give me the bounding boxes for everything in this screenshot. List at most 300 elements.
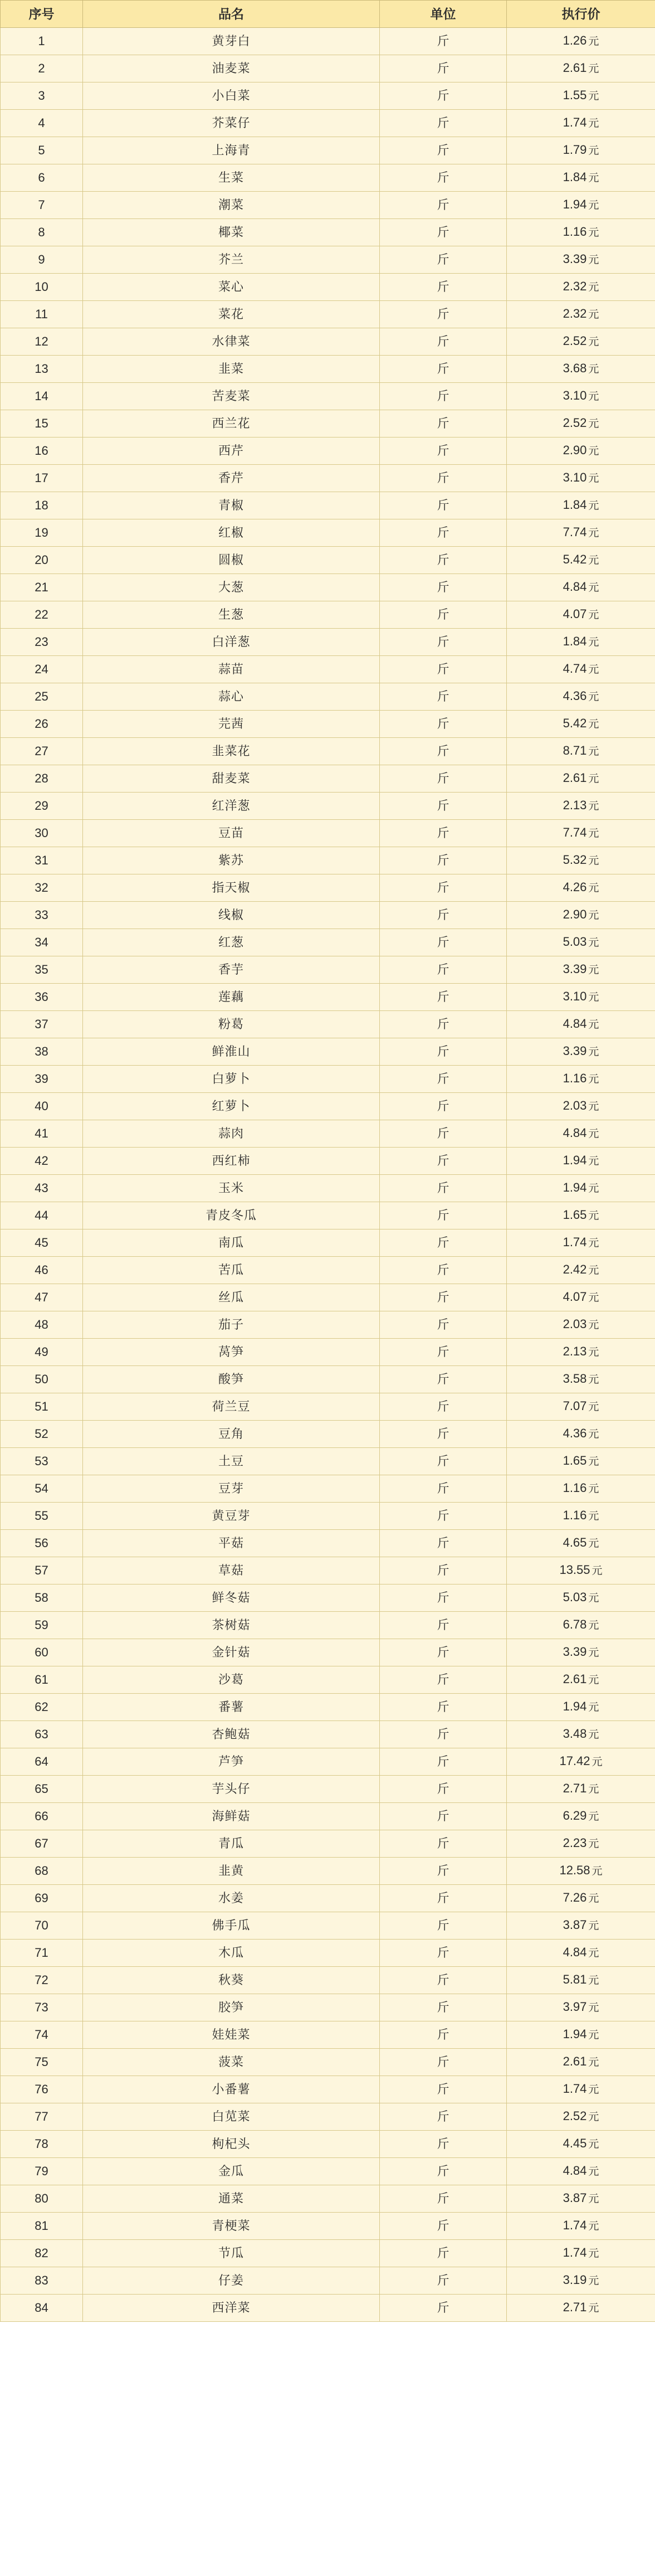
cell-product-name: 沙葛 [83,1666,380,1694]
price-amount: 1.94 [563,1180,587,1194]
price-amount: 2.90 [563,907,587,921]
price-currency: 元 [588,145,599,157]
price-amount: 12.58 [559,1863,590,1877]
cell-price [507,2076,655,2103]
cell-unit: 斤 [380,1748,507,1776]
price-currency: 元 [592,1565,603,1577]
cell-index: 81 [1,2213,83,2240]
cell-index: 67 [1,1830,83,1858]
table-row [1,1585,655,1612]
table-body [1,28,655,2322]
price-currency: 元 [588,555,599,566]
cell-product-name: 红椒 [83,519,380,547]
table-row [1,847,655,874]
price-currency: 元 [588,200,599,211]
cell-index: 82 [1,2240,83,2267]
cell-index: 58 [1,1585,83,1612]
cell-index: 40 [1,1093,83,1120]
cell-unit: 斤 [380,2185,507,2213]
price-currency: 元 [588,172,599,184]
cell-product-name: 金瓜 [83,2158,380,2185]
cell-product-name: 甜麦菜 [83,765,380,793]
cell-price [507,2185,655,2213]
cell-unit: 斤 [380,547,507,574]
price-currency: 元 [588,500,599,512]
table-row [1,2267,655,2295]
table-row [1,601,655,629]
price-currency: 元 [588,828,599,839]
price-amount: 1.79 [563,143,587,157]
cell-product-name: 芥兰 [83,246,380,274]
cell-unit: 斤 [380,301,507,328]
cell-product-name: 水姜 [83,1885,380,1912]
cell-product-name: 杏鲍菇 [83,1721,380,1748]
cell-unit: 斤 [380,1093,507,1120]
cell-price [507,956,655,984]
price-amount: 2.03 [563,1099,587,1112]
cell-product-name: 芥菜仔 [83,110,380,137]
cell-unit: 斤 [380,1257,507,1284]
table-row [1,137,655,164]
cell-price [507,1038,655,1066]
cell-unit: 斤 [380,1885,507,1912]
cell-unit: 斤 [380,1830,507,1858]
cell-index: 18 [1,492,83,519]
cell-price [507,2131,655,2158]
cell-unit: 斤 [380,1967,507,1994]
cell-price [507,1994,655,2021]
cell-unit: 斤 [380,2103,507,2131]
table-row [1,1202,655,1229]
price-amount: 2.61 [563,61,587,75]
cell-product-name: 黄豆芽 [83,1503,380,1530]
price-currency: 元 [588,664,599,675]
cell-product-name: 菜心 [83,274,380,301]
price-currency: 元 [588,1101,599,1112]
price-currency: 元 [588,1265,599,1276]
price-amount: 2.61 [563,771,587,785]
cell-product-name: 土豆 [83,1448,380,1475]
cell-unit: 斤 [380,1393,507,1421]
table-row [1,1175,655,1202]
cell-unit: 斤 [380,410,507,438]
cell-product-name: 黄芽白 [83,28,380,55]
table-row [1,984,655,1011]
cell-price [507,1830,655,1858]
cell-product-name: 椰菜 [83,219,380,246]
cell-unit: 斤 [380,1612,507,1639]
table-row [1,1011,655,1038]
cell-unit: 斤 [380,738,507,765]
cell-index: 51 [1,1393,83,1421]
cell-price [507,1339,655,1366]
cell-product-name: 生葱 [83,601,380,629]
price-currency: 元 [588,1019,599,1031]
table-row [1,1448,655,1475]
cell-product-name: 荷兰豆 [83,1393,380,1421]
cell-unit: 斤 [380,956,507,984]
cell-price [507,738,655,765]
cell-product-name: 西红柿 [83,1148,380,1175]
table-row [1,328,655,356]
price-currency: 元 [588,527,599,539]
cell-price [507,711,655,738]
table-row [1,1885,655,1912]
cell-price [507,574,655,601]
cell-product-name: 香芹 [83,465,380,492]
price-amount: 1.26 [563,33,587,47]
price-amount: 3.10 [563,470,587,484]
cell-unit: 斤 [380,1557,507,1585]
cell-price [507,438,655,465]
price-amount: 4.74 [563,662,587,675]
cell-price [507,1585,655,1612]
cell-index: 30 [1,820,83,847]
cell-product-name: 上海青 [83,137,380,164]
cell-product-name: 红萝卜 [83,1093,380,1120]
cell-index: 53 [1,1448,83,1475]
price-amount: 4.36 [563,689,587,703]
cell-product-name: 玉米 [83,1175,380,1202]
price-amount: 3.87 [563,1918,587,1932]
cell-product-name: 香芋 [83,956,380,984]
table-row [1,1257,655,1284]
cell-index: 10 [1,274,83,301]
cell-unit: 斤 [380,1148,507,1175]
price-amount: 3.97 [563,2000,587,2014]
price-amount: 13.55 [559,1563,590,1577]
cell-price [507,410,655,438]
price-currency: 元 [588,63,599,75]
price-amount: 3.10 [563,388,587,402]
cell-product-name: 白洋葱 [83,629,380,656]
cell-product-name: 茶树菇 [83,1612,380,1639]
price-amount: 3.39 [563,1645,587,1659]
cell-product-name: 油麦菜 [83,55,380,82]
table-row [1,1940,655,1967]
cell-product-name: 草菇 [83,1557,380,1585]
table-row [1,55,655,82]
cell-unit: 斤 [380,465,507,492]
table-row [1,902,655,929]
price-amount: 2.42 [563,1262,587,1276]
cell-product-name: 秋葵 [83,1967,380,1994]
cell-price [507,683,655,711]
price-currency: 元 [588,2138,599,2150]
cell-index: 76 [1,2076,83,2103]
cell-index: 8 [1,219,83,246]
table-row [1,410,655,438]
cell-unit: 斤 [380,246,507,274]
cell-price [507,301,655,328]
price-currency: 元 [588,254,599,266]
price-amount: 4.36 [563,1426,587,1440]
table-row [1,820,655,847]
price-currency: 元 [588,1128,599,1140]
cell-index: 23 [1,629,83,656]
cell-unit: 斤 [380,1311,507,1339]
price-amount: 1.16 [563,1071,587,1085]
table-row [1,1858,655,1885]
price-amount: 1.84 [563,634,587,648]
table-row [1,1803,655,1830]
table-row [1,2021,655,2049]
cell-index: 34 [1,929,83,956]
price-amount: 3.68 [563,361,587,375]
cell-price [507,1202,655,1229]
price-amount: 2.90 [563,443,587,457]
cell-unit: 斤 [380,519,507,547]
cell-product-name: 金针菇 [83,1639,380,1666]
price-amount: 7.07 [563,1399,587,1413]
price-amount: 6.78 [563,1617,587,1631]
cell-index: 75 [1,2049,83,2076]
price-amount: 1.74 [563,2218,587,2232]
cell-product-name: 蒜肉 [83,1120,380,1148]
cell-index: 32 [1,874,83,902]
table-row [1,1311,655,1339]
price-currency: 元 [588,36,599,47]
cell-index: 48 [1,1311,83,1339]
cell-unit: 斤 [380,1858,507,1885]
cell-unit: 斤 [380,1994,507,2021]
price-currency: 元 [588,2302,599,2314]
price-currency: 元 [588,227,599,239]
column-header-unit: 单位 [380,1,507,28]
cell-index: 5 [1,137,83,164]
price-amount: 3.39 [563,962,587,976]
cell-unit: 斤 [380,1666,507,1694]
cell-price [507,1666,655,1694]
cell-price [507,1639,655,1666]
price-currency: 元 [588,1483,599,1495]
cell-price [507,929,655,956]
cell-unit: 斤 [380,1694,507,1721]
cell-index: 59 [1,1612,83,1639]
price-currency: 元 [588,1893,599,1904]
price-currency: 元 [588,691,599,703]
cell-price [507,28,655,55]
price-currency: 元 [588,2193,599,2205]
price-currency: 元 [588,309,599,320]
cell-product-name: 芫茜 [83,711,380,738]
table-row [1,164,655,192]
price-currency: 元 [588,1674,599,1686]
price-currency: 元 [588,1237,599,1249]
cell-unit: 斤 [380,28,507,55]
cell-product-name: 西洋菜 [83,2295,380,2322]
price-amount: 1.94 [563,2027,587,2041]
table-row [1,547,655,574]
cell-price [507,1503,655,1530]
price-amount: 7.74 [563,825,587,839]
cell-index: 27 [1,738,83,765]
price-currency: 元 [588,1428,599,1440]
cell-price [507,1093,655,1120]
table-row [1,1776,655,1803]
cell-price [507,246,655,274]
cell-product-name: 木瓜 [83,1940,380,1967]
cell-unit: 斤 [380,2021,507,2049]
cell-index: 39 [1,1066,83,1093]
cell-price [507,1175,655,1202]
cell-product-name: 佛手瓜 [83,1912,380,1940]
cell-index: 17 [1,465,83,492]
cell-product-name: 酸笋 [83,1366,380,1393]
cell-price [507,874,655,902]
price-amount: 5.32 [563,853,587,867]
price-currency: 元 [588,910,599,921]
price-amount: 3.58 [563,1372,587,1386]
price-amount: 4.07 [563,607,587,621]
cell-product-name: 茄子 [83,1311,380,1339]
price-currency: 元 [588,1292,599,1304]
price-amount: 1.16 [563,225,587,239]
cell-unit: 斤 [380,711,507,738]
cell-index: 84 [1,2295,83,2322]
price-amount: 4.45 [563,2136,587,2150]
table-row [1,711,655,738]
cell-unit: 斤 [380,1066,507,1093]
cell-product-name: 莲藕 [83,984,380,1011]
table-header [1,1,655,28]
price-amount: 1.55 [563,88,587,102]
table-row [1,246,655,274]
cell-unit: 斤 [380,2131,507,2158]
price-amount: 2.52 [563,334,587,348]
price-amount: 1.65 [563,1208,587,1222]
cell-index: 62 [1,1694,83,1721]
cell-unit: 斤 [380,1776,507,1803]
table-row [1,1748,655,1776]
cell-price [507,2049,655,2076]
price-currency: 元 [588,746,599,757]
cell-index: 2 [1,55,83,82]
cell-product-name: 平菇 [83,1530,380,1557]
price-currency: 元 [588,1538,599,1549]
table-row [1,1612,655,1639]
price-currency: 元 [592,1756,603,1768]
cell-index: 11 [1,301,83,328]
cell-unit: 斤 [380,2213,507,2240]
price-amount: 17.42 [559,1754,590,1768]
price-amount: 4.07 [563,1290,587,1304]
table-header-row [1,1,655,28]
cell-unit: 斤 [380,2049,507,2076]
price-currency: 元 [588,1347,599,1358]
price-amount: 2.61 [563,2054,587,2068]
price-amount: 2.32 [563,279,587,293]
cell-index: 15 [1,410,83,438]
cell-product-name: 粉葛 [83,1011,380,1038]
cell-price [507,219,655,246]
cell-product-name: 鲜冬菇 [83,1585,380,1612]
cell-product-name: 蒜心 [83,683,380,711]
cell-price [507,2213,655,2240]
cell-price [507,656,655,683]
cell-index: 70 [1,1912,83,1940]
price-currency: 元 [588,418,599,430]
price-amount: 2.03 [563,1317,587,1331]
price-amount: 2.13 [563,798,587,812]
cell-unit: 斤 [380,164,507,192]
table-row [1,219,655,246]
cell-unit: 斤 [380,1721,507,1748]
cell-product-name: 豆角 [83,1421,380,1448]
cell-product-name: 青皮冬瓜 [83,1202,380,1229]
cell-unit: 斤 [380,1229,507,1257]
cell-price [507,1776,655,1803]
cell-index: 31 [1,847,83,874]
cell-product-name: 大葱 [83,574,380,601]
cell-product-name: 韭菜花 [83,738,380,765]
cell-price [507,1284,655,1311]
cell-product-name: 蒜苗 [83,656,380,683]
price-amount: 3.10 [563,989,587,1003]
price-currency: 元 [588,1838,599,1850]
cell-product-name: 青瓜 [83,1830,380,1858]
price-currency: 元 [588,1702,599,1713]
price-currency: 元 [588,281,599,293]
price-currency: 元 [588,1729,599,1741]
cell-price [507,1148,655,1175]
cell-unit: 斤 [380,328,507,356]
cell-index: 60 [1,1639,83,1666]
table-row [1,1694,655,1721]
table-row [1,1557,655,1585]
cell-unit: 斤 [380,110,507,137]
cell-index: 3 [1,82,83,110]
price-currency: 元 [588,964,599,976]
cell-price [507,765,655,793]
cell-index: 24 [1,656,83,683]
price-currency: 元 [588,445,599,457]
price-amount: 1.84 [563,170,587,184]
table-row [1,738,655,765]
price-amount: 2.71 [563,1781,587,1795]
table-row [1,110,655,137]
cell-unit: 斤 [380,1339,507,1366]
cell-unit: 斤 [380,2158,507,2185]
table-row [1,1284,655,1311]
cell-unit: 斤 [380,847,507,874]
price-amount: 1.94 [563,1699,587,1713]
table-row [1,2185,655,2213]
cell-product-name: 菠菜 [83,2049,380,2076]
cell-product-name: 西兰花 [83,410,380,438]
cell-unit: 斤 [380,2076,507,2103]
table-row [1,793,655,820]
price-amount: 4.84 [563,1945,587,1959]
cell-product-name: 节瓜 [83,2240,380,2267]
cell-unit: 斤 [380,1011,507,1038]
price-amount: 1.94 [563,197,587,211]
cell-unit: 斤 [380,929,507,956]
cell-index: 9 [1,246,83,274]
price-currency: 元 [588,1456,599,1467]
price-currency: 元 [588,855,599,867]
table-row [1,2240,655,2267]
cell-index: 61 [1,1666,83,1694]
cell-index: 19 [1,519,83,547]
cell-price [507,1066,655,1093]
price-amount: 5.03 [563,935,587,949]
cell-index: 22 [1,601,83,629]
table-row [1,28,655,55]
cell-price [507,1694,655,1721]
table-row [1,1229,655,1257]
price-amount: 8.71 [563,743,587,757]
